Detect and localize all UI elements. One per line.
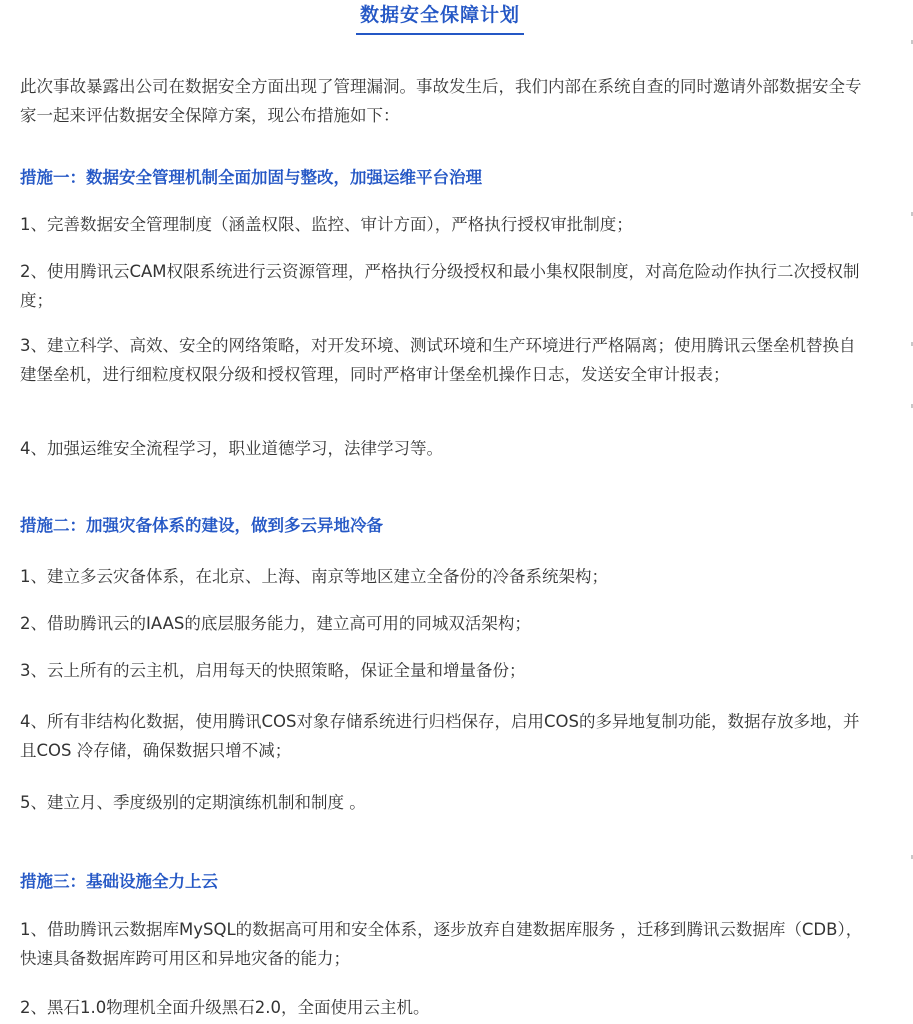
section-1-item-4: 4、加强运维安全流程学习，职业道德学习，法律学习等。 (20, 439, 443, 458)
section-2-item-1: 1、建立多云灾备体系，在北京、上海、南京等地区建立全备份的冷备系统架构； (20, 567, 608, 586)
title-wrap (0, 0, 880, 35)
intro-paragraph: 此次事故暴露出公司在数据安全方面出现了管理漏洞。事故发生后，我们内部在系统自查的同时邀请外部数据安全专家一起来评估数据安全保障方案，现公布措施如下： (20, 77, 862, 125)
section-3-item-1: 1、借助腾讯云数据库MySQL的数据高可用和安全体系，逐步放弃自建数据库服务 ，迁移到腾讯云数据库（CDB），快速具备数据库跨可用区和异地灾备的能力； (20, 920, 863, 968)
section-1-heading: 措施一：数据安全管理机制全面加固与整改，加强运维平台治理 (20, 168, 482, 187)
section-2-item-5: 5、建立月、季度级别的定期演练机制和制度 。 (20, 793, 366, 812)
section-2-item-3: 3、云上所有的云主机，启用每天的快照策略，保证全量和增量备份； (20, 661, 526, 680)
section-2-item-4: 4、所有非结构化数据，使用腾讯COS对象存储系统进行归档保存，启用COS的多异地复制功能，数据存放多地，并且COS 冷存储，确保数据只增不减； (20, 712, 860, 760)
section-2-heading: 措施二：加强灾备体系的建设，做到多云异地冷备 (20, 516, 383, 535)
section-1-item-1: 1、完善数据安全管理制度（涵盖权限、监控、审计方面），严格执行授权审批制度； (20, 215, 633, 234)
section-3-heading: 措施三：基础设施全力上云 (20, 872, 218, 891)
section-3-item-2: 2、黑石1.0物理机全面升级黑石2.0，全面使用云主机。 (20, 998, 430, 1017)
page-title: 数据安全保障计划 (356, 0, 524, 35)
section-1-item-2: 2、使用腾讯云CAM权限系统进行云资源管理，严格执行分级授权和最小集权限制度，对高危险动作执行二次授权制度； (20, 262, 860, 310)
section-1-item-3: 3、建立科学、高效、安全的网络策略，对开发环境、测试环境和生产环境进行严格隔离；使用腾讯云堡垒机替换自建堡垒机，进行细粒度权限分级和授权管理，同时严格审计堡垒机操作日志，发送安全审计报表； (20, 336, 856, 384)
section-2-item-2: 2、借助腾讯云的IAAS的底层服务能力，建立高可用的同城双活架构； (20, 614, 531, 633)
